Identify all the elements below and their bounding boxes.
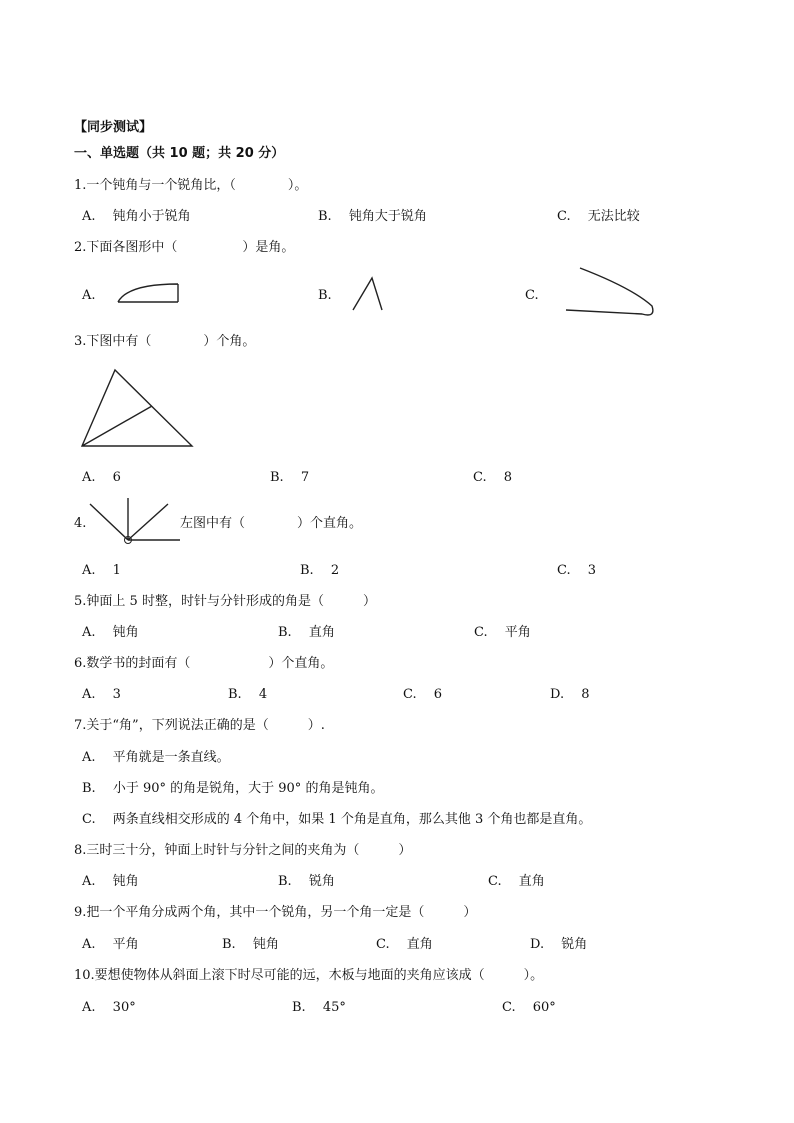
q9-option-d[interactable]: D. 锐角	[530, 937, 588, 952]
question-2-stem: 2.下面各图形中（ ）是角。	[74, 240, 295, 255]
q6-option-a[interactable]: A. 3	[82, 687, 121, 702]
question-10-stem: 10.要想使物体从斜面上滚下时尽可能的远，木板与地面的夹角应该成（ ）。	[74, 968, 544, 983]
q3-triangle-figure	[80, 366, 196, 450]
q6-option-d[interactable]: D. 8	[550, 687, 590, 702]
q1-option-b[interactable]: B. 钝角大于锐角	[318, 209, 427, 224]
question-8-stem: 8.三时三十分，钟面上时针与分针之间的夹角为（ ）	[74, 843, 412, 858]
question-1-stem: 1.一个钝角与一个锐角比，（ ）。	[74, 178, 308, 193]
page-header: 【同步测试】	[74, 120, 153, 135]
q2-option-b[interactable]: B.	[318, 288, 332, 303]
question-4-number: 4.	[74, 516, 87, 531]
q5-option-b[interactable]: B. 直角	[278, 625, 335, 640]
q2-figure-b	[350, 274, 386, 312]
q1-option-a[interactable]: A. 钝角小于锐角	[82, 209, 191, 224]
q8-option-c[interactable]: C. 直角	[488, 874, 545, 889]
q10-option-c[interactable]: C. 60°	[502, 1000, 556, 1015]
q3-option-c[interactable]: C. 8	[473, 470, 513, 485]
q6-option-c[interactable]: C. 6	[403, 687, 443, 702]
q4-option-a[interactable]: A. 1	[82, 563, 121, 578]
section-title: 一、单选题（共 10 题；共 20 分）	[74, 146, 285, 161]
q9-option-b[interactable]: B. 钝角	[222, 937, 279, 952]
q2-option-c[interactable]: C.	[525, 288, 539, 303]
question-5-stem: 5.钟面上 5 时整，时针与分针形成的角是（ ）	[74, 594, 376, 609]
question-7-stem: 7.关于“角”，下列说法正确的是（ ）.	[74, 718, 325, 733]
q2-option-a[interactable]: A.	[82, 288, 96, 303]
q7-option-a[interactable]: A. 平角就是一条直线。	[82, 750, 230, 765]
q4-option-b[interactable]: B. 2	[300, 563, 340, 578]
q10-option-a[interactable]: A. 30°	[82, 1000, 136, 1015]
q2-figure-c	[562, 264, 656, 320]
q5-option-a[interactable]: A. 钝角	[82, 625, 139, 640]
question-3-stem: 3.下图中有（ ）个角。	[74, 334, 256, 349]
q2-figure-a	[114, 280, 184, 306]
question-9-stem: 9.把一个平角分成两个角，其中一个锐角，另一个角一定是（ ）	[74, 905, 477, 920]
q6-option-b[interactable]: B. 4	[228, 687, 268, 702]
q9-option-c[interactable]: C. 直角	[376, 937, 433, 952]
q7-option-b[interactable]: B. 小于 90° 的角是锐角，大于 90° 的角是钝角。	[82, 781, 384, 796]
q1-option-c[interactable]: C. 无法比较	[557, 209, 640, 224]
q8-option-a[interactable]: A. 钝角	[82, 874, 139, 889]
q5-option-c[interactable]: C. 平角	[474, 625, 531, 640]
q4-angle-figure	[86, 496, 182, 548]
q7-option-c[interactable]: C. 两条直线相交形成的 4 个角中，如果 1 个角是直角，那么其他 3 个角也都是直角。	[82, 812, 592, 827]
q3-option-b[interactable]: B. 7	[270, 470, 310, 485]
q3-option-a[interactable]: A. 6	[82, 470, 121, 485]
question-4-stem: 左图中有（ ）个直角。	[180, 516, 363, 531]
q10-option-b[interactable]: B. 45°	[292, 1000, 346, 1015]
q4-option-c[interactable]: C. 3	[557, 563, 597, 578]
q9-option-a[interactable]: A. 平角	[82, 937, 139, 952]
question-6-stem: 6.数学书的封面有（ ）个直角。	[74, 656, 334, 671]
q8-option-b[interactable]: B. 锐角	[278, 874, 335, 889]
